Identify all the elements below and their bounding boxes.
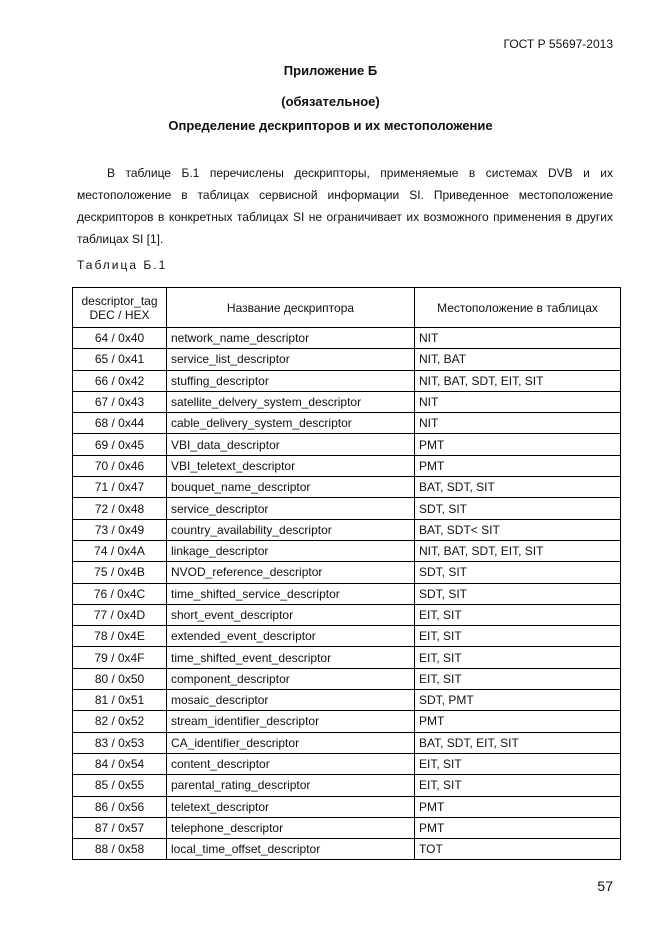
cell-location: PMT bbox=[415, 434, 621, 455]
document-code: ГОСТ Р 55697-2013 bbox=[503, 37, 613, 51]
cell-location: EIT, SIT bbox=[415, 668, 621, 689]
table-row bbox=[73, 413, 621, 434]
table-row bbox=[73, 753, 621, 774]
cell-location: EIT, SIT bbox=[415, 647, 621, 668]
cell-descriptor-name: extended_event_descriptor bbox=[167, 626, 415, 647]
cell-location: EIT, SIT bbox=[415, 604, 621, 625]
cell-descriptor-tag: 75 / 0x4B bbox=[73, 562, 167, 583]
table-row bbox=[73, 562, 621, 583]
cell-location: NIT bbox=[415, 328, 621, 349]
table-row bbox=[73, 626, 621, 647]
cell-location: SDT, SIT bbox=[415, 562, 621, 583]
cell-descriptor-tag: 77 / 0x4D bbox=[73, 604, 167, 625]
cell-descriptor-name: NVOD_reference_descriptor bbox=[167, 562, 415, 583]
table-row bbox=[73, 775, 621, 796]
cell-descriptor-tag: 70 / 0x46 bbox=[73, 455, 167, 476]
table-row bbox=[73, 711, 621, 732]
cell-descriptor-tag: 80 / 0x50 bbox=[73, 668, 167, 689]
annex-heading: Определение дескрипторов и их местоположение bbox=[168, 118, 493, 133]
table-row bbox=[73, 370, 621, 391]
table-row bbox=[73, 477, 621, 498]
cell-location: SDT, PMT bbox=[415, 690, 621, 711]
table-row bbox=[73, 540, 621, 561]
cell-descriptor-tag: 78 / 0x4E bbox=[73, 626, 167, 647]
table-row bbox=[73, 434, 621, 455]
cell-descriptor-name: content_descriptor bbox=[167, 753, 415, 774]
cell-location: NIT bbox=[415, 391, 621, 412]
cell-descriptor-tag: 79 / 0x4F bbox=[73, 647, 167, 668]
cell-descriptor-tag: 81 / 0x51 bbox=[73, 690, 167, 711]
cell-location: PMT bbox=[415, 817, 621, 838]
table-row bbox=[73, 519, 621, 540]
table-row bbox=[73, 647, 621, 668]
table-row bbox=[73, 604, 621, 625]
table-row bbox=[73, 498, 621, 519]
cell-location: EIT, SIT bbox=[415, 775, 621, 796]
table-row bbox=[73, 839, 621, 860]
table-row bbox=[73, 668, 621, 689]
cell-descriptor-tag: 76 / 0x4C bbox=[73, 583, 167, 604]
cell-location: BAT, SDT< SIT bbox=[415, 519, 621, 540]
table-row bbox=[73, 349, 621, 370]
cell-descriptor-name: telephone_descriptor bbox=[167, 817, 415, 838]
cell-location: PMT bbox=[415, 796, 621, 817]
page-number: 57 bbox=[597, 878, 613, 894]
cell-descriptor-name: time_shifted_event_descriptor bbox=[167, 647, 415, 668]
header-descriptor-tag bbox=[73, 288, 167, 328]
cell-descriptor-name: linkage_descriptor bbox=[167, 540, 415, 561]
cell-descriptor-tag: 84 / 0x54 bbox=[73, 753, 167, 774]
table-row bbox=[73, 391, 621, 412]
cell-descriptor-name: service_descriptor bbox=[167, 498, 415, 519]
cell-location: EIT, SIT bbox=[415, 753, 621, 774]
table-body bbox=[73, 328, 621, 860]
cell-location: PMT bbox=[415, 455, 621, 476]
header-tag-line1: descriptor_tag bbox=[81, 293, 158, 308]
cell-descriptor-tag: 72 / 0x48 bbox=[73, 498, 167, 519]
table-row bbox=[73, 690, 621, 711]
cell-descriptor-tag: 66 / 0x42 bbox=[73, 370, 167, 391]
cell-descriptor-tag: 71 / 0x47 bbox=[73, 477, 167, 498]
header-location: Местоположение в таблицах bbox=[415, 288, 621, 328]
cell-descriptor-name: service_list_descriptor bbox=[167, 349, 415, 370]
cell-location: PMT bbox=[415, 711, 621, 732]
header-tag-line2: DEC / HEX bbox=[89, 307, 150, 322]
descriptor-table bbox=[72, 287, 621, 860]
cell-descriptor-name: component_descriptor bbox=[167, 668, 415, 689]
table-row bbox=[73, 732, 621, 753]
cell-descriptor-name: teletext_descriptor bbox=[167, 796, 415, 817]
intro-text: В таблице Б.1 перечислены дескрипторы, применяемые в системах DVB и их местоположение в таблицах сервисной информации SI. Приведенное местоположение дескрипторов в конкретных таблицах SI не ограничивает их возможного применения в других таблицах SI [1]. bbox=[77, 166, 613, 246]
cell-descriptor-name: CA_identifier_descriptor bbox=[167, 732, 415, 753]
cell-descriptor-tag: 85 / 0x55 bbox=[73, 775, 167, 796]
cell-descriptor-tag: 65 / 0x41 bbox=[73, 349, 167, 370]
cell-descriptor-name: satellite_delvery_system_descriptor bbox=[167, 391, 415, 412]
table-row bbox=[73, 328, 621, 349]
cell-descriptor-name: bouquet_name_descriptor bbox=[167, 477, 415, 498]
cell-location: NIT, BAT, SDT, EIT, SIT bbox=[415, 370, 621, 391]
table-row bbox=[73, 583, 621, 604]
cell-descriptor-name: parental_rating_descriptor bbox=[167, 775, 415, 796]
cell-descriptor-name: stream_identifier_descriptor bbox=[167, 711, 415, 732]
cell-descriptor-name: VBI_teletext_descriptor bbox=[167, 455, 415, 476]
cell-location: NIT, BAT, SDT, EIT, SIT bbox=[415, 540, 621, 561]
cell-descriptor-tag: 67 / 0x43 bbox=[73, 391, 167, 412]
cell-descriptor-name: stuffing_descriptor bbox=[167, 370, 415, 391]
cell-descriptor-name: time_shifted_service_descriptor bbox=[167, 583, 415, 604]
intro-paragraph bbox=[77, 162, 613, 250]
table-row bbox=[73, 455, 621, 476]
cell-location: BAT, SDT, SIT bbox=[415, 477, 621, 498]
cell-location: SDT, SIT bbox=[415, 583, 621, 604]
cell-descriptor-tag: 88 / 0x58 bbox=[73, 839, 167, 860]
cell-descriptor-name: short_event_descriptor bbox=[167, 604, 415, 625]
cell-location: NIT, BAT bbox=[415, 349, 621, 370]
table-header-row bbox=[73, 288, 621, 328]
cell-descriptor-tag: 64 / 0x40 bbox=[73, 328, 167, 349]
cell-location: TOT bbox=[415, 839, 621, 860]
cell-location: NIT bbox=[415, 413, 621, 434]
table-row bbox=[73, 796, 621, 817]
cell-descriptor-name: mosaic_descriptor bbox=[167, 690, 415, 711]
cell-descriptor-tag: 86 / 0x56 bbox=[73, 796, 167, 817]
cell-descriptor-tag: 74 / 0x4A bbox=[73, 540, 167, 561]
cell-descriptor-tag: 87 / 0x57 bbox=[73, 817, 167, 838]
cell-descriptor-tag: 83 / 0x53 bbox=[73, 732, 167, 753]
annex-title: Приложение Б bbox=[283, 63, 378, 78]
cell-descriptor-name: country_availability_descriptor bbox=[167, 519, 415, 540]
cell-location: EIT, SIT bbox=[415, 626, 621, 647]
cell-location: BAT, SDT, EIT, SIT bbox=[415, 732, 621, 753]
table-row bbox=[73, 817, 621, 838]
cell-descriptor-name: cable_delivery_system_descriptor bbox=[167, 413, 415, 434]
header-descriptor-name: Название дескриптора bbox=[167, 288, 415, 328]
cell-descriptor-tag: 68 / 0x44 bbox=[73, 413, 167, 434]
cell-descriptor-tag: 73 / 0x49 bbox=[73, 519, 167, 540]
cell-descriptor-name: network_name_descriptor bbox=[167, 328, 415, 349]
cell-descriptor-tag: 82 / 0x52 bbox=[73, 711, 167, 732]
cell-descriptor-tag: 69 / 0x45 bbox=[73, 434, 167, 455]
table-caption: Таблица Б.1 bbox=[77, 258, 168, 272]
cell-descriptor-name: VBI_data_descriptor bbox=[167, 434, 415, 455]
annex-type: (обязательное) bbox=[281, 94, 380, 109]
cell-location: SDT, SIT bbox=[415, 498, 621, 519]
cell-descriptor-name: local_time_offset_descriptor bbox=[167, 839, 415, 860]
